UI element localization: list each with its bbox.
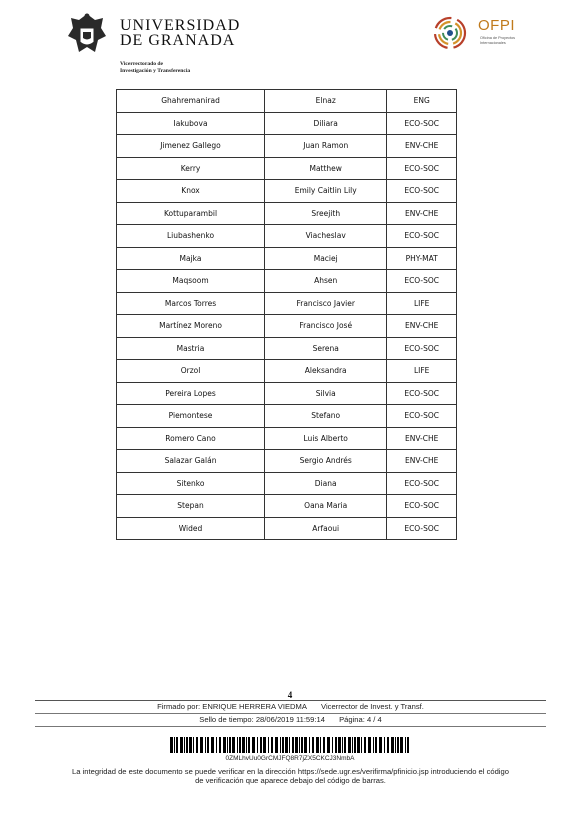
given-name-cell: Luis Alberto	[265, 427, 387, 450]
barcode-bar	[174, 737, 175, 753]
table-row	[117, 382, 457, 405]
surname-cell: Piemontese	[117, 405, 265, 428]
surname-cell: Jimenez Gallego	[117, 135, 265, 158]
given-name-cell: Francisco José	[265, 315, 387, 338]
surname-cell: Pereira Lopes	[117, 382, 265, 405]
page-count-text: Página: 4 / 4	[339, 715, 382, 724]
given-name-cell: Oana Maria	[265, 495, 387, 518]
barcode-bar	[309, 737, 310, 753]
vice-rectorate-line2: Investigación y Transferencia	[120, 68, 191, 74]
page-number: 4	[287, 690, 293, 700]
surname-cell: Stepan	[117, 495, 265, 518]
given-name-cell: Diana	[265, 472, 387, 495]
barcode-bar	[248, 737, 250, 753]
area-cell: ENG	[387, 90, 457, 113]
verification-code: 0ZMLhvUu0GrCMJFQ8R7jZX5CKCJ3NmbA	[225, 755, 355, 762]
given-name-cell: Elnaz	[265, 90, 387, 113]
surname-cell: Salazar Galán	[117, 450, 265, 473]
given-name-cell: Ahsen	[265, 270, 387, 293]
barcode-bar	[271, 737, 273, 753]
barcode-bar	[295, 737, 298, 753]
barcode-bar	[304, 737, 307, 753]
barcode-bar	[384, 737, 385, 753]
given-name-cell: Matthew	[265, 157, 387, 180]
area-cell: ECO-SOC	[387, 517, 457, 540]
ofpi-subtitle-line1: Oficina de Proyectos	[480, 36, 516, 40]
area-cell: ECO-SOC	[387, 405, 457, 428]
barcode-bar	[282, 737, 284, 753]
university-name-line1: UNIVERSIDAD	[120, 17, 241, 34]
given-name-cell: Aleksandra	[265, 360, 387, 383]
barcode-bar	[348, 737, 351, 753]
table-row	[117, 337, 457, 360]
barcode-bar	[280, 737, 281, 753]
area-cell: ENV-CHE	[387, 450, 457, 473]
area-cell: ECO-SOC	[387, 472, 457, 495]
verification-notice-line2: de verificación que aparece debajo del código de barras.	[195, 776, 386, 785]
area-cell: ENV-CHE	[387, 427, 457, 450]
barcode-bar	[263, 737, 266, 753]
given-name-cell: Maciej	[265, 247, 387, 270]
barcode-bar	[387, 737, 389, 753]
area-cell: ECO-SOC	[387, 270, 457, 293]
verification-notice	[35, 767, 546, 785]
given-name-cell: Stefano	[265, 405, 387, 428]
area-cell: ECO-SOC	[387, 112, 457, 135]
barcode-bar	[391, 737, 394, 753]
table-row	[117, 180, 457, 203]
table-row	[117, 135, 457, 158]
table-row	[117, 517, 457, 540]
barcode-bar	[335, 737, 337, 753]
surname-cell: Martínez Moreno	[117, 315, 265, 338]
given-name-cell: Juan Ramon	[265, 135, 387, 158]
barcode-bar	[229, 737, 231, 753]
barcode-bar	[320, 737, 321, 753]
table-row	[117, 90, 457, 113]
table-row	[117, 157, 457, 180]
surname-cell: Kerry	[117, 157, 265, 180]
barcode-bar	[301, 737, 303, 753]
area-cell: ECO-SOC	[387, 180, 457, 203]
area-cell: ENV-CHE	[387, 135, 457, 158]
barcode-bar	[239, 737, 241, 753]
barcode-bar	[242, 737, 245, 753]
area-cell: LIFE	[387, 292, 457, 315]
barcode-bar	[407, 737, 409, 753]
vice-rectorate-label	[120, 61, 190, 75]
timestamp-text: Sello de tiempo: 28/06/2019 11:59:14	[199, 715, 325, 724]
participants-table-body	[117, 90, 457, 540]
given-name-cell: Silvia	[265, 382, 387, 405]
ofpi-subtitle-line2: Internacionales	[480, 40, 506, 45]
barcode-bar	[219, 737, 221, 753]
barcode-bar	[400, 737, 403, 753]
table-row	[117, 112, 457, 135]
barcode-bar	[285, 737, 288, 753]
table-row	[117, 450, 457, 473]
given-name-cell: Arfaoui	[265, 517, 387, 540]
table-row	[117, 270, 457, 293]
area-cell: ECO-SOC	[387, 225, 457, 248]
area-cell: ECO-SOC	[387, 157, 457, 180]
signed-by-text: Firmado por: ENRIQUE HERRERA VIEDMA	[157, 702, 307, 711]
barcode-bar	[180, 737, 183, 753]
table-row	[117, 360, 457, 383]
barcode-bar	[189, 737, 192, 753]
barcode-bar	[332, 737, 333, 753]
surname-cell: Majka	[117, 247, 265, 270]
table-row	[117, 405, 457, 428]
barcode-bar	[292, 737, 294, 753]
table-row	[117, 247, 457, 270]
university-crest-icon	[62, 10, 112, 60]
barcode-bar	[216, 737, 217, 753]
area-cell: PHY-MAT	[387, 247, 457, 270]
timestamp-row	[35, 714, 546, 727]
barcode-bar	[373, 737, 374, 753]
barcode-bar	[352, 737, 353, 753]
table-row	[117, 292, 457, 315]
barcode-bar	[200, 737, 203, 753]
barcode-bar	[375, 737, 377, 753]
given-name-cell: Sreejith	[265, 202, 387, 225]
barcode-bar	[344, 737, 346, 753]
barcode-bar	[257, 737, 258, 753]
barcode-bar	[170, 737, 173, 753]
verification-barcode	[170, 737, 410, 753]
surname-cell: Mastria	[117, 337, 265, 360]
table-row	[117, 495, 457, 518]
ofpi-logo-text: OFPI	[478, 17, 516, 34]
barcode-bar	[405, 737, 406, 753]
barcode-bar	[357, 737, 360, 753]
table-row	[117, 202, 457, 225]
given-name-cell: Emily Caitlin Lily	[265, 180, 387, 203]
surname-cell: Knox	[117, 180, 265, 203]
signature-row	[35, 701, 546, 714]
barcode-bar	[338, 737, 341, 753]
barcode-bar	[186, 737, 188, 753]
barcode-bar	[323, 737, 325, 753]
barcode-bar	[299, 737, 300, 753]
barcode-bar	[207, 737, 209, 753]
participants-table	[116, 89, 457, 540]
barcode-bar	[312, 737, 314, 753]
surname-cell: Kottuparambil	[117, 202, 265, 225]
given-name-cell: Francisco Javier	[265, 292, 387, 315]
vice-rectorate-line1: Vicerrectorado de	[120, 61, 164, 67]
barcode-bar	[252, 737, 255, 753]
barcode-bar	[275, 737, 278, 753]
barcode-bar	[364, 737, 366, 753]
barcode-bar	[196, 737, 198, 753]
barcode-bar	[232, 737, 235, 753]
surname-cell: Iakubova	[117, 112, 265, 135]
barcode-bar	[368, 737, 371, 753]
given-name-cell: Serena	[265, 337, 387, 360]
ofpi-logo-icon	[430, 14, 472, 52]
area-cell: LIFE	[387, 360, 457, 383]
table-row	[117, 472, 457, 495]
barcode-bar	[327, 737, 330, 753]
barcode-bar	[260, 737, 262, 753]
table-row	[117, 225, 457, 248]
area-cell: ENV-CHE	[387, 202, 457, 225]
barcode-bar	[395, 737, 396, 753]
surname-cell: Marcos Torres	[117, 292, 265, 315]
university-name-line2: DE GRANADA	[120, 32, 236, 49]
barcode-bar	[223, 737, 226, 753]
barcode-bar	[211, 737, 214, 753]
barcode-bar	[361, 737, 362, 753]
surname-cell: Liubashenko	[117, 225, 265, 248]
surname-cell: Romero Cano	[117, 427, 265, 450]
ofpi-subtitle	[480, 36, 515, 45]
surname-cell: Ghahremanirad	[117, 90, 265, 113]
university-name	[120, 18, 240, 48]
signer-role-text: Vicerrector de Invest. y Transf.	[321, 702, 424, 711]
barcode-bar	[379, 737, 382, 753]
area-cell: ENV-CHE	[387, 315, 457, 338]
surname-cell: Sitenko	[117, 472, 265, 495]
barcode-bar	[246, 737, 247, 753]
barcode-bar	[193, 737, 194, 753]
surname-cell: Wided	[117, 517, 265, 540]
table-row	[117, 427, 457, 450]
surname-cell: Orzol	[117, 360, 265, 383]
barcode-bar	[268, 737, 269, 753]
barcode-bar	[316, 737, 319, 753]
barcode-bar	[227, 737, 228, 753]
given-name-cell: Viacheslav	[265, 225, 387, 248]
surname-cell: Maqsoom	[117, 270, 265, 293]
verification-notice-line1: La integridad de este documento se puede verificar en la dirección https://sede.ugr.es/verifirma/pfinicio.jsp introduciendo el código	[72, 767, 509, 776]
given-name-cell: Diliara	[265, 112, 387, 135]
barcode-bar	[354, 737, 356, 753]
barcode-bar	[237, 737, 238, 753]
barcode-bar	[289, 737, 290, 753]
area-cell: ECO-SOC	[387, 495, 457, 518]
barcode-bar	[176, 737, 178, 753]
area-cell: ECO-SOC	[387, 382, 457, 405]
table-row	[117, 315, 457, 338]
area-cell: ECO-SOC	[387, 337, 457, 360]
given-name-cell: Sergio Andrés	[265, 450, 387, 473]
barcode-bar	[205, 737, 206, 753]
barcode-bar	[184, 737, 185, 753]
barcode-bar	[342, 737, 343, 753]
barcode-bar	[397, 737, 399, 753]
